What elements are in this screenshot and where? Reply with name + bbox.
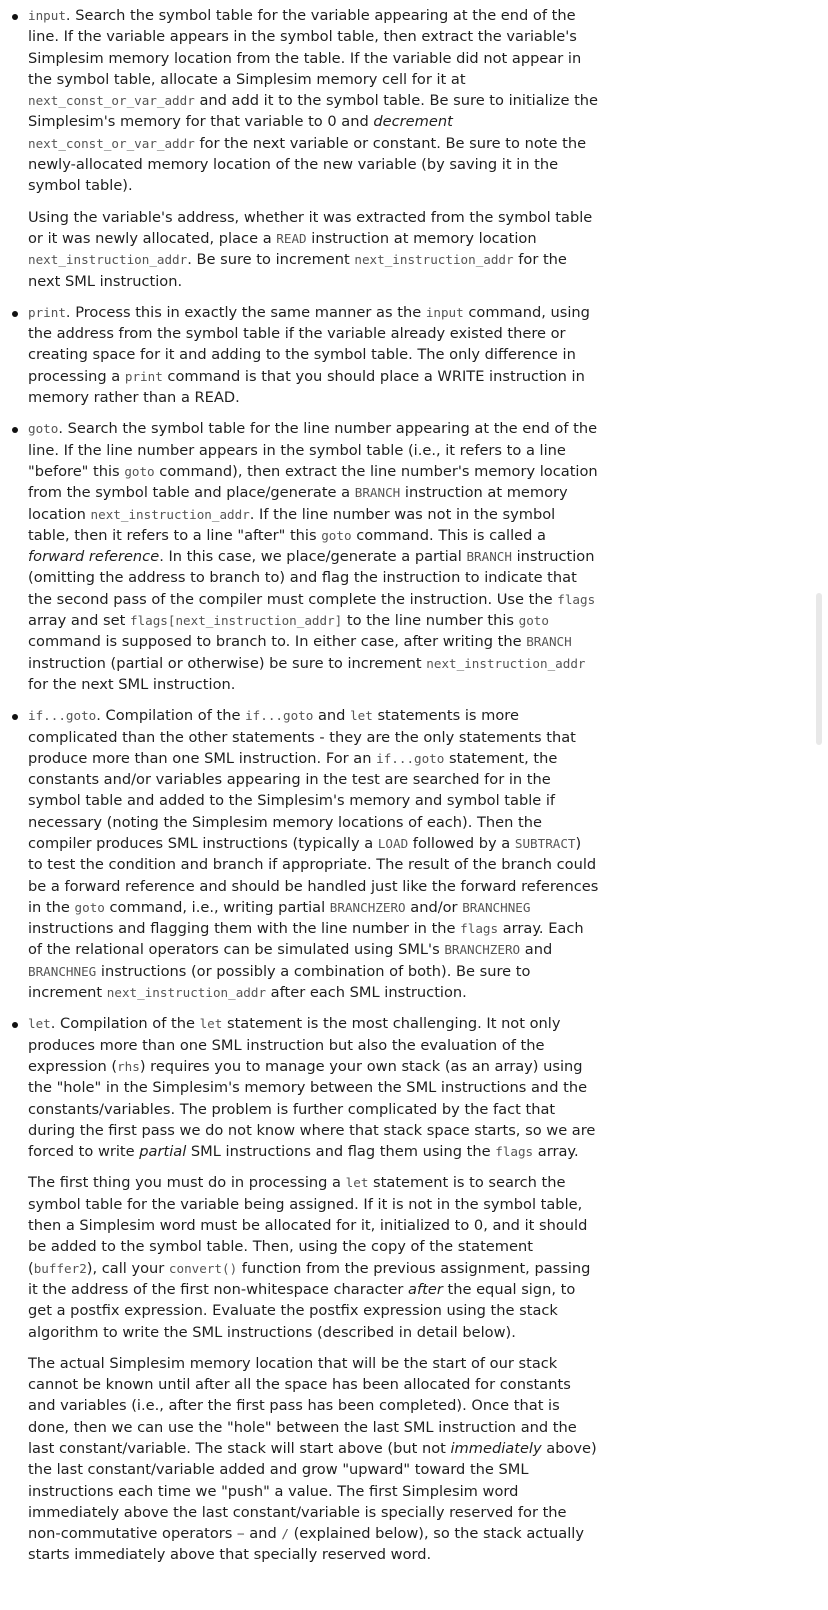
text-run: . In this case, we place/generate a partial: [159, 548, 467, 566]
inline-code: rhs: [117, 1058, 140, 1074]
paragraph: [28, 418, 600, 695]
inline-code: SUBTRACT: [514, 835, 576, 851]
inline-code: next_instruction_addr: [426, 655, 586, 671]
text-run: statement, the constants and/or variables appearing in the test are searched for in the symbol table and added to the Simplesim's memory and symbol table if necessary (noting the Simplesim memory locations of each). Then the compiler produces SML instructions (typically a: [28, 749, 558, 852]
text-run: . Process this in exactly the same manner as the: [65, 303, 426, 321]
inline-code: BRANCH: [466, 549, 512, 565]
text-run: function from the previous assignment, passing it the address of the first non-whitespace character: [28, 1259, 591, 1298]
inline-code: flags: [557, 591, 596, 607]
text-run: (explained below), so the stack actually starts immediately above that specially reserved word.: [28, 1525, 584, 1564]
inline-code: if...goto: [28, 708, 97, 724]
paragraph: [28, 705, 600, 1003]
list-item-input: [28, 5, 600, 292]
text-run: ), call your: [86, 1259, 169, 1277]
text-run: for the next SML instruction.: [28, 675, 236, 693]
inline-code: next_instruction_addr: [90, 506, 250, 522]
text-run: statement is the most challenging. It not only produces more than one SML instruction but also the evaluation of the expression (: [28, 1015, 561, 1075]
paragraph: [28, 1353, 600, 1566]
inline-code: BRANCHZERO: [329, 899, 406, 915]
inline-code: goto: [28, 421, 59, 437]
text-run: . Search the symbol table for the variable appearing at the end of the line. If the variable appears in the symbol table, then extract the variable's Simplesim memory location from the table. If the variable did not appear in the symbol table, allocate a Simplesim memory cell for it at: [28, 7, 582, 88]
text-run: followed by a: [408, 834, 515, 852]
text-run: . Search the symbol table for the line number appearing at the end of the line. If the line number appears in the symbol table (i.e., it refers to a line "before" this: [28, 420, 598, 480]
paragraph: [28, 1172, 600, 1342]
text-run: command, i.e., writing partial: [104, 898, 330, 916]
text-run: and: [520, 941, 553, 959]
inline-code: next_const_or_var_addr: [28, 93, 195, 109]
emphasis: decrement: [373, 113, 453, 131]
inline-code: BRANCH: [354, 485, 401, 501]
text-run: instructions (or possibly a combination of both). Be sure to increment: [28, 962, 531, 1002]
text-run: . Compilation of the: [96, 707, 246, 725]
inline-code: −: [237, 1526, 245, 1542]
inline-code: goto: [321, 527, 352, 543]
text-run: above) the last constant/variable added and grow "upward" toward the SML instructions each time we "push" a value. The first Simplesim word immediately above the last constant/variable is specially reserved for the non-commutative operators: [28, 1440, 597, 1543]
text-run: instructions and flagging them with the line number in the: [28, 920, 461, 938]
list-item-let: [28, 1013, 600, 1565]
inline-code: flags: [460, 921, 499, 937]
emphasis: immediately: [450, 1440, 542, 1457]
inline-code: goto: [124, 463, 155, 479]
inline-code: next_instruction_addr: [106, 985, 267, 1001]
text-run: and add it to the symbol table. Be sure to initialize the Simplesim's memory for that variable to 0 and: [28, 92, 599, 131]
paragraph: [28, 207, 600, 292]
inline-code: let: [199, 1016, 223, 1032]
text-run: instruction (partial or otherwise) be sure to increment: [28, 654, 427, 672]
inline-code: BRANCHNEG: [462, 899, 531, 915]
text-run: command, using the address from the symbol table if the variable already existed there or creating space for it and adding to the symbol table. The only difference in processing a: [28, 303, 590, 385]
inline-code: flags[next_instruction_addr]: [129, 613, 343, 629]
text-run: statements is more complicated than the other statements - they are the only statements that produce more than one SML instruction. For an: [28, 707, 576, 767]
inline-code: print: [124, 368, 163, 384]
command-list: [0, 5, 600, 1566]
list-item-goto: [28, 418, 600, 695]
text-run: array.: [533, 1143, 579, 1161]
text-run: after each SML instruction.: [266, 984, 467, 1002]
text-run: for the next variable or constant. Be sure to note the newly-allocated memory location of the new variable (by saving it in the symbol table).: [28, 134, 587, 195]
list-item-if-goto: [28, 705, 600, 1003]
text-run: and: [244, 1525, 282, 1543]
list-item-print: [28, 302, 600, 408]
text-run: Using the variable's address, whether it was extracted from the symbol table or it was newly allocated, place a: [28, 208, 593, 247]
text-run: . If the line number was not in the symbol table, then it refers to a line "after" this: [28, 505, 556, 544]
inline-code: let: [28, 1016, 51, 1032]
inline-code: BRANCH: [526, 634, 572, 650]
text-run: instruction at memory location: [306, 229, 537, 247]
inline-code: READ: [276, 230, 307, 246]
text-run: for the next SML instruction.: [28, 251, 567, 290]
inline-code: flags: [495, 1144, 534, 1160]
paragraph: [28, 5, 600, 197]
inline-code: let: [350, 708, 373, 724]
inline-code: goto: [518, 613, 549, 629]
scrollbar-thumb[interactable]: [816, 593, 822, 745]
inline-code: input: [425, 304, 464, 320]
inline-code: if...goto: [376, 750, 445, 766]
text-run: and/or: [405, 898, 463, 916]
text-run: The actual Simplesim memory location that will be the start of our stack cannot be known until after all the space has been allocated for constants and variables (i.e., after the first pass has been completed). Once that is done, then we can use the "hole" between the last SML instruction and the last constant/variable. The stack will start above (but not: [28, 1354, 577, 1457]
paragraph: [28, 302, 600, 408]
inline-code: BRANCHNEG: [28, 963, 97, 979]
inline-code: input: [28, 8, 66, 23]
inline-code: print: [28, 304, 66, 320]
text-run: array. Each of the relational operators can be simulated using SML's: [28, 920, 584, 959]
paragraph: [28, 1013, 600, 1162]
inline-code: convert(): [168, 1260, 238, 1276]
inline-code: buffer2: [33, 1260, 87, 1276]
emphasis: partial: [139, 1143, 187, 1161]
text-run: ) to test the condition and branch if appropriate. The result of the branch could be a forward reference and should be handled just like the forward references in the: [28, 834, 599, 916]
text-run: The first thing you must do in processing a: [28, 1174, 346, 1192]
inline-code: let: [345, 1175, 369, 1191]
text-run: the equal sign, to get a postfix expression. Evaluate the postfix expression using the stack algorithm to write the SML instructions (described in detail below).: [28, 1280, 576, 1341]
inline-code: goto: [74, 899, 105, 915]
text-run: statement is to search the symbol table for the variable being assigned. If it is not in the symbol table, then a Simplesim word must be allocated for it, initialized to 0, and it should be added to the symbol table. Then, using the copy of the statement (: [28, 1174, 588, 1277]
inline-code: next_instruction_addr: [28, 252, 188, 268]
text-run: . Be sure to increment: [187, 251, 355, 269]
inline-code: if...goto: [245, 708, 314, 724]
inline-code: next_instruction_addr: [354, 252, 514, 268]
text-run: array and set: [28, 612, 130, 630]
text-run: to the line number this: [342, 612, 519, 630]
text-run: command), then extract the line number's memory location from the symbol table and place/generate a: [28, 462, 598, 502]
text-run: command is that you should place a WRITE instruction in memory rather than a READ.: [28, 367, 585, 407]
text-run: instruction at memory location: [28, 484, 568, 523]
text-run: command. This is called a: [351, 526, 546, 544]
text-run: command is supposed to branch to. In either case, after writing the: [28, 633, 527, 651]
inline-code: BRANCHZERO: [444, 942, 521, 958]
text-run: . Compilation of the: [50, 1015, 200, 1033]
text-run: instruction (omitting the address to branch to) and flag the instruction to indicate that the second pass of the compiler must complete the instruction. Use the: [28, 548, 595, 608]
inline-code: /: [281, 1526, 289, 1542]
inline-code: LOAD: [377, 835, 409, 851]
text-run: SML instructions and flag them using the: [186, 1143, 496, 1161]
text-run: ) requires you to manage your own stack (as an array) using the "hole" in the Simplesim's memory between the SML instructions and the constants/variables. The problem is further complicated by the fact that during the first pass we do not know where that stack space starts, so we are forced to write: [28, 1057, 596, 1161]
emphasis: after: [408, 1280, 443, 1298]
inline-code: next_const_or_var_addr: [28, 135, 195, 151]
text-run: and: [313, 707, 351, 725]
emphasis: forward reference: [28, 548, 160, 566]
